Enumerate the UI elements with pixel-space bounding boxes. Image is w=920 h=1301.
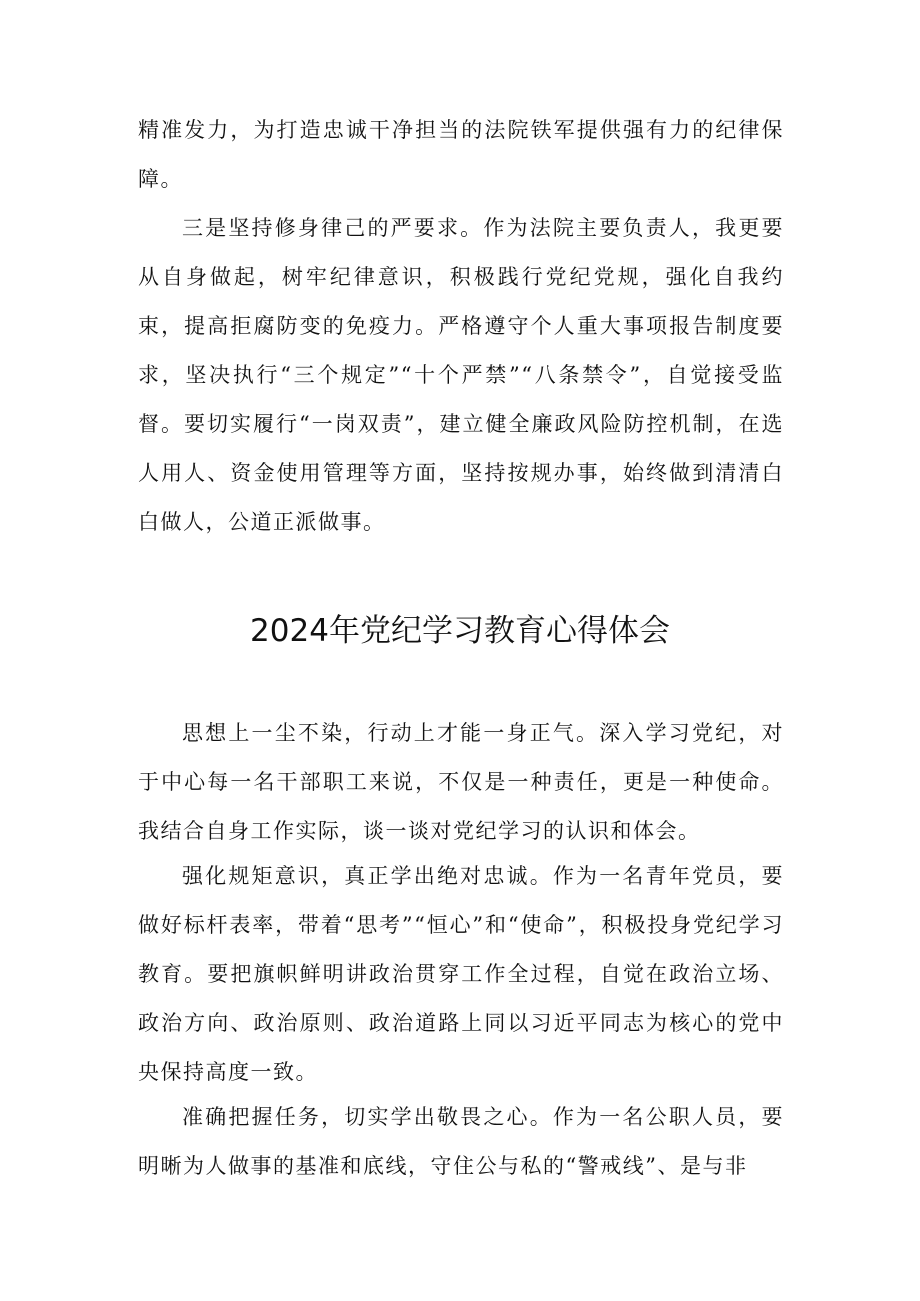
paragraph-continuation: 精准发力，为打造忠诚干净担当的法院铁军提供强有力的纪律保障。 xyxy=(138,118,784,191)
paragraph-task-grasp: 准确把握任务，切实学出敬畏之心。作为一名公职人员，要明晰为人做事的基准和底线，守住公与私的“警戒线”、是与非 xyxy=(138,1105,784,1178)
paragraph-self-discipline: 三是坚持修身律己的严要求。作为法院主要负责人，我更要从自身做起，树牢纪律意识，积极践行党纪党规，强化自我约束，提高拒腐防变的免疫力。严格遵守个人重大事项报告制度要求，坚决执行“三个规定”“十个严禁”“八条禁令”，自觉接受监督。要切实履行“一岗双责”，建立健全廉政风险防控机制，在选人用人、资金使用管理等方面，坚持按规办事，始终做到清清白白做人，公道正派做事。 xyxy=(138,216,784,534)
paragraph-intro: 思想上一尘不染，行动上才能一身正气。深入学习党纪，对于中心每一名干部职工来说，不仅是一种责任，更是一种使命。我结合自身工作实际，谈一谈对党纪学习的认识和体会。 xyxy=(138,721,784,843)
article-title: 2024年党纪学习教育心得体会 xyxy=(250,613,670,649)
paragraph-rules-awareness: 强化规矩意识，真正学出绝对忠诚。作为一名青年党员，要做好标杆表率，带着“思考”“恒心”和“使命”，积极投身党纪学习教育。要把旗帜鲜明讲政治贯穿工作全过程，自觉在政治立场、政治方向、政治原则、政治道路上同以习近平同志为核心的党中央保持高度一致。 xyxy=(138,864,784,1084)
